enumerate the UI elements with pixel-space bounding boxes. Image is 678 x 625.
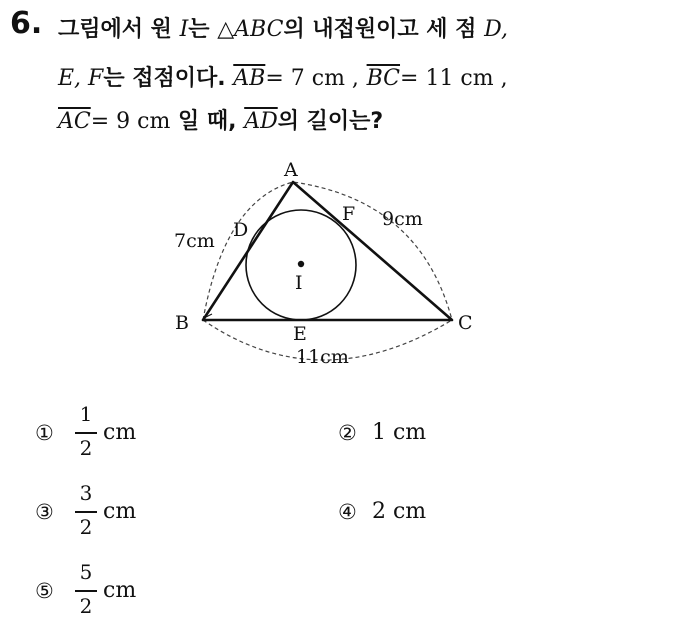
choice-marker: ①	[35, 421, 54, 445]
question-number: 6.	[10, 6, 43, 41]
label-e: E	[293, 323, 307, 345]
triangle-name: △ABC	[217, 17, 284, 42]
question-text: 의 길이는?	[277, 109, 384, 134]
fraction-bar	[75, 511, 97, 513]
choice-marker: ②	[338, 421, 357, 445]
fraction-numerator: 5	[79, 560, 93, 584]
fraction-bar	[75, 590, 97, 592]
segment-ac-length: = 9 cm	[90, 109, 171, 134]
choice-marker: ⑤	[35, 579, 54, 603]
segment-ac: $\overline{AC}$	[58, 109, 91, 134]
label-c: C	[458, 312, 473, 334]
question-text: 는	[188, 17, 218, 42]
label-a: A	[284, 159, 298, 181]
choice-text: 1 cm	[372, 420, 427, 445]
fraction-bar	[75, 432, 97, 434]
segment-ab: $\overline{AB}$	[233, 66, 266, 91]
label-f: F	[342, 203, 356, 225]
choice-unit: cm	[103, 578, 137, 603]
point-f-name: F	[81, 66, 104, 91]
length-ab-label: 7cm	[174, 230, 215, 252]
point-e-name: E,	[58, 66, 82, 91]
point-d-name: D,	[484, 17, 508, 42]
choice-marker: ④	[338, 500, 357, 524]
incircle-name: I	[179, 17, 189, 42]
dashed-arc-top	[203, 182, 452, 320]
length-bc-label: 11cm	[296, 346, 349, 368]
fraction-denominator: 2	[79, 594, 93, 618]
segment-bc: $\overline{BC}$	[366, 66, 401, 91]
question-text: 그림에서 원	[58, 17, 180, 42]
choice-unit: cm	[103, 420, 137, 445]
question-text: 의 내접원이고 세 점	[283, 17, 485, 42]
fraction-numerator: 3	[79, 481, 93, 505]
question-text: 일 때,	[170, 109, 245, 134]
choice-marker: ③	[35, 500, 54, 524]
label-b: B	[175, 312, 189, 334]
fraction-numerator: 1	[79, 402, 93, 426]
segment-ad: $\overline{AD}$	[244, 109, 278, 134]
triangle-abc	[203, 182, 452, 320]
fraction-denominator: 2	[79, 436, 93, 460]
question-text: 는 접점이다.	[103, 66, 234, 91]
segment-ab-length: = 7 cm ,	[265, 66, 359, 91]
choice-unit: cm	[103, 499, 137, 524]
fraction-denominator: 2	[79, 515, 93, 539]
incenter-dot	[298, 261, 304, 267]
length-ac-label: 9cm	[382, 208, 423, 230]
label-i: I	[295, 272, 303, 294]
segment-bc-length: = 11 cm ,	[400, 66, 508, 91]
choice-text: 2 cm	[372, 499, 427, 524]
label-d: D	[233, 219, 249, 241]
